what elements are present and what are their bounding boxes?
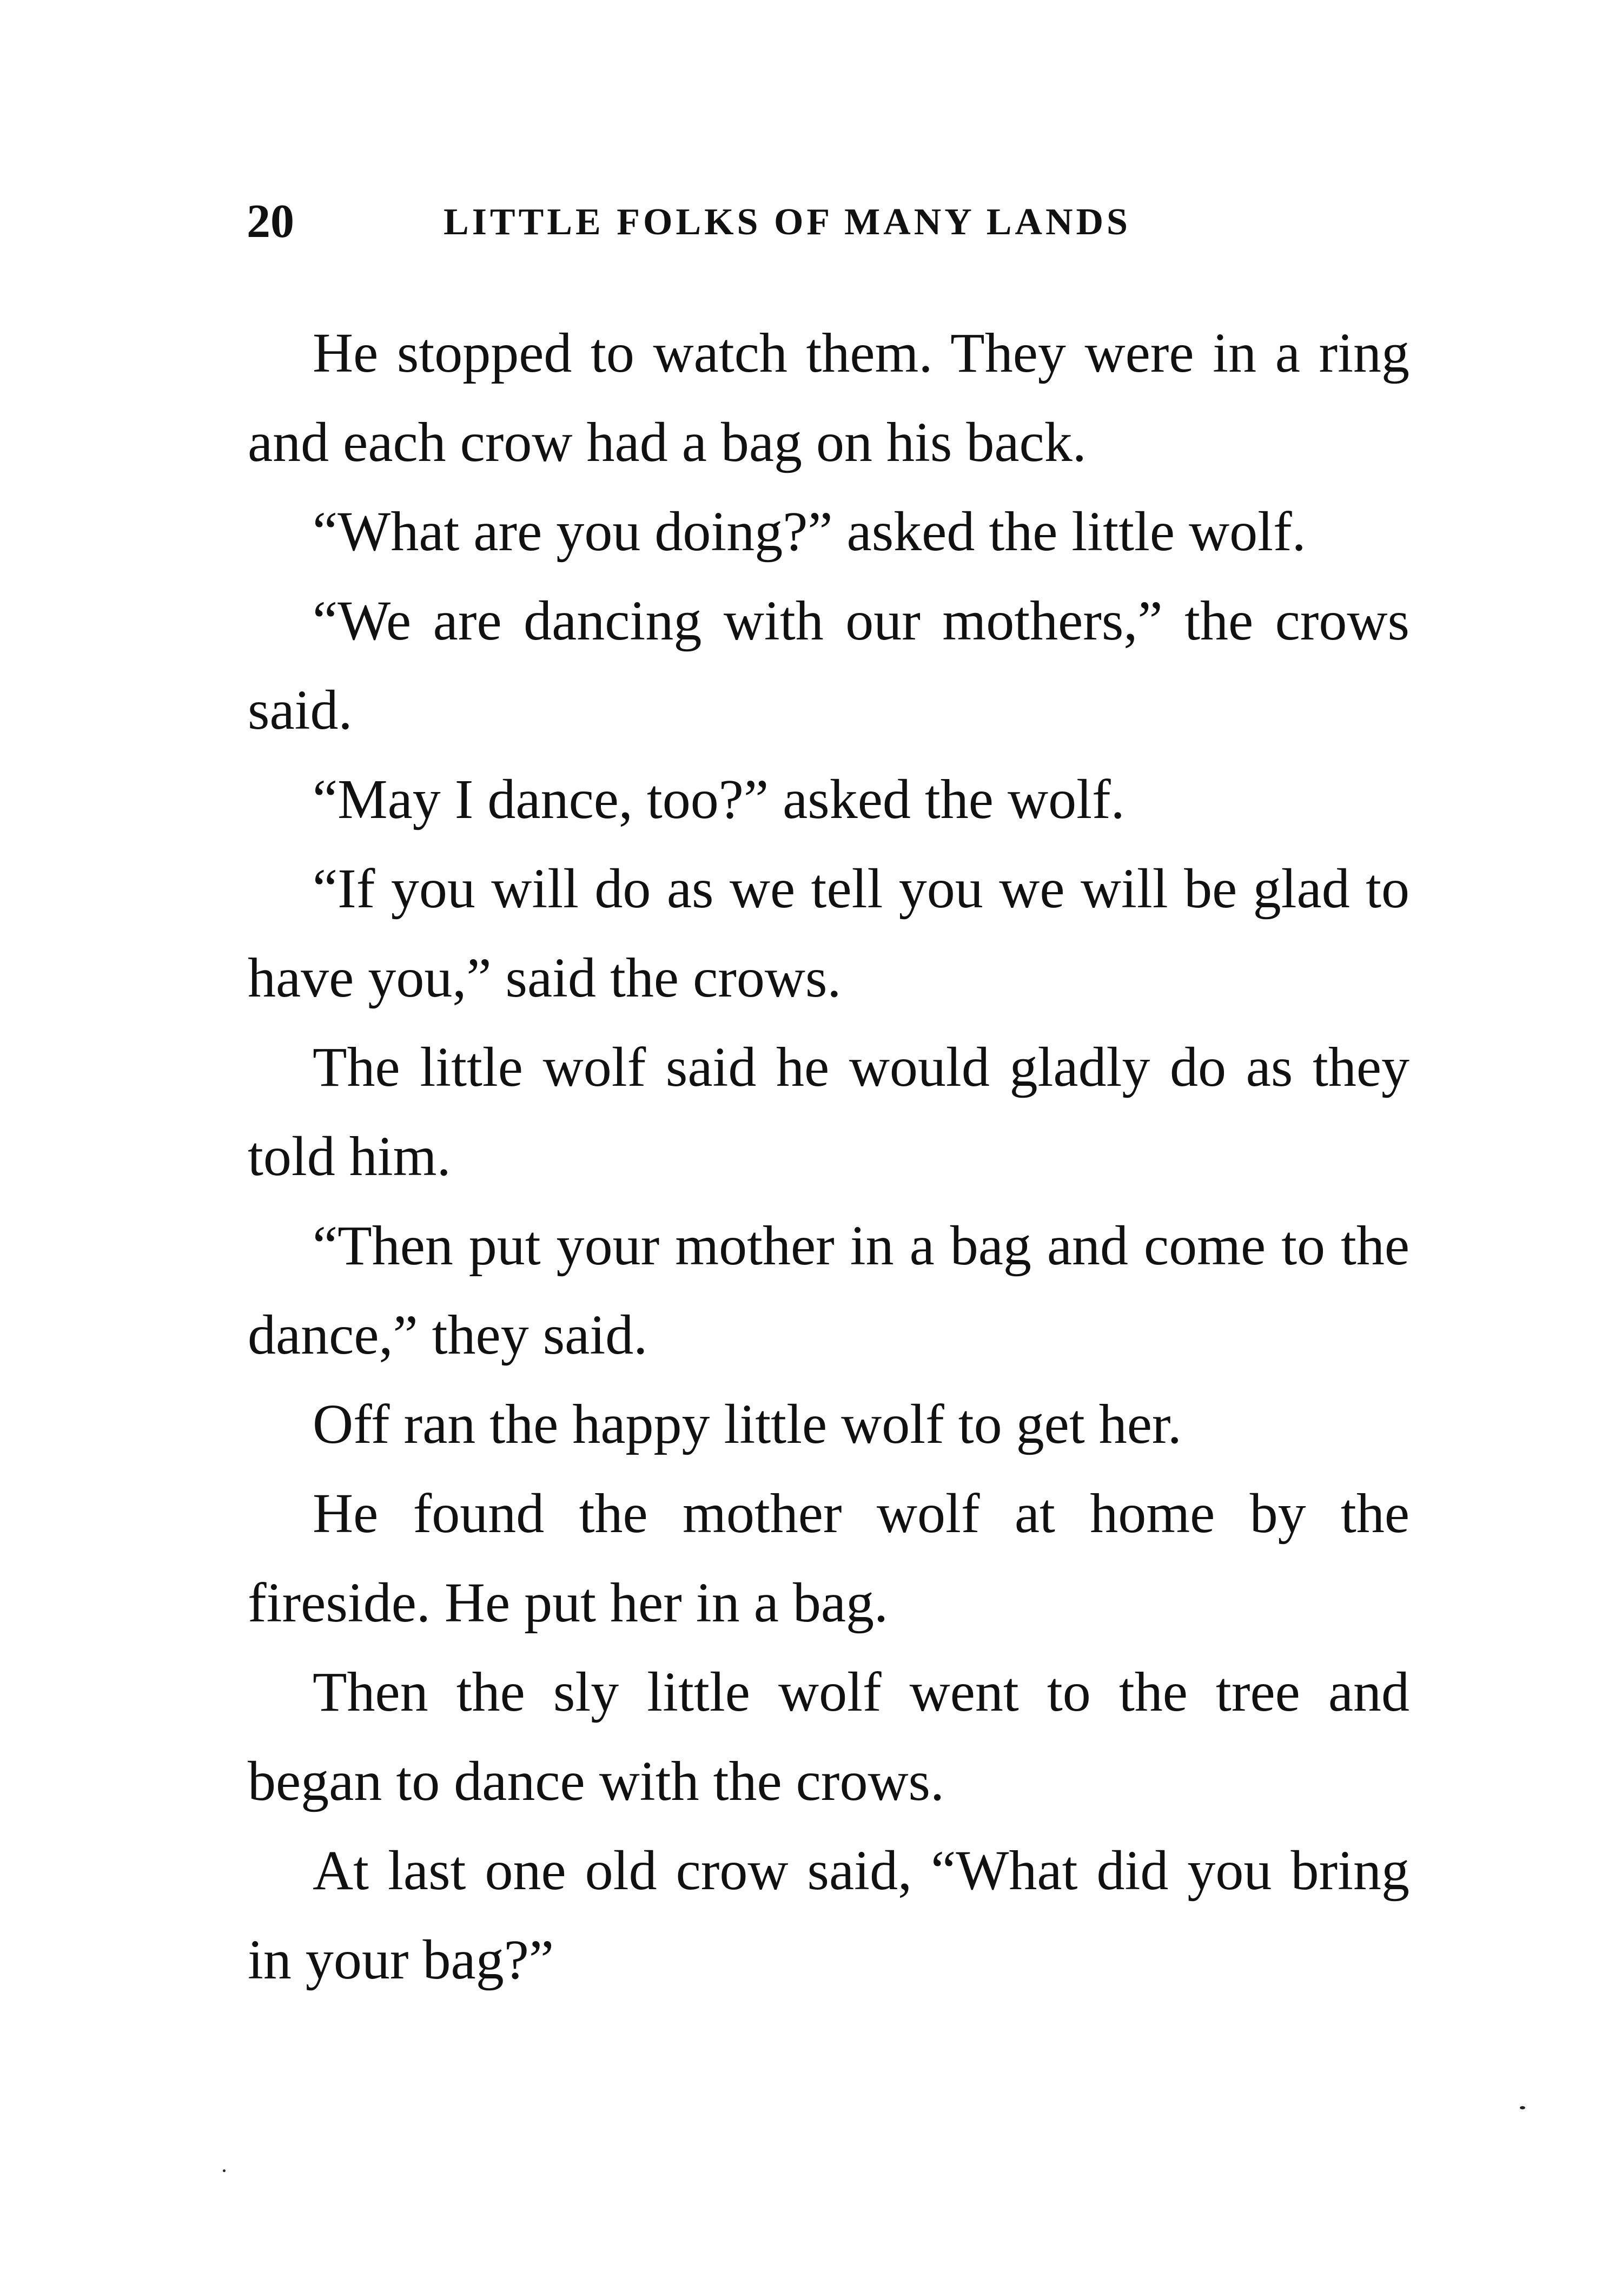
running-title: LITTLE FOLKS OF MANY LANDS [444, 201, 1131, 243]
scan-speck [1520, 2106, 1525, 2109]
paragraph: Off ran the happy little wolf to get her. [313, 1393, 1182, 1455]
paragraph: “We are dancing with our mothers,” the crows said. [248, 590, 1409, 741]
paragraph: He stopped to watch them. They were in a ring and each crow had a bag on his back. [248, 322, 1409, 473]
page-number: 20 [247, 195, 294, 248]
paragraph: “If you will do as we tell you we will be glad to have you,” said the crows. [248, 857, 1409, 1009]
paragraph: The little wolf said he would gladly do as they told him. [248, 1036, 1409, 1187]
paragraph: Then the sly little wolf went to the tree and began to dance with the crows. [248, 1661, 1409, 1812]
running-header [247, 192, 1220, 252]
scan-speck [223, 2169, 226, 2172]
paragraph: “May I dance, too?” asked the wolf. [313, 768, 1125, 830]
paragraph: “What are you doing?” asked the little wolf. [313, 500, 1306, 563]
paragraph: At last one old crow said, “What did you bring in your bag?” [248, 1839, 1409, 1991]
body-text [248, 308, 1409, 2004]
paragraph: “Then put your mother in a bag and come to the dance,” they said. [248, 1215, 1409, 1366]
paragraph: He found the mother wolf at home by the fireside. He put her in a bag. [248, 1482, 1409, 1634]
